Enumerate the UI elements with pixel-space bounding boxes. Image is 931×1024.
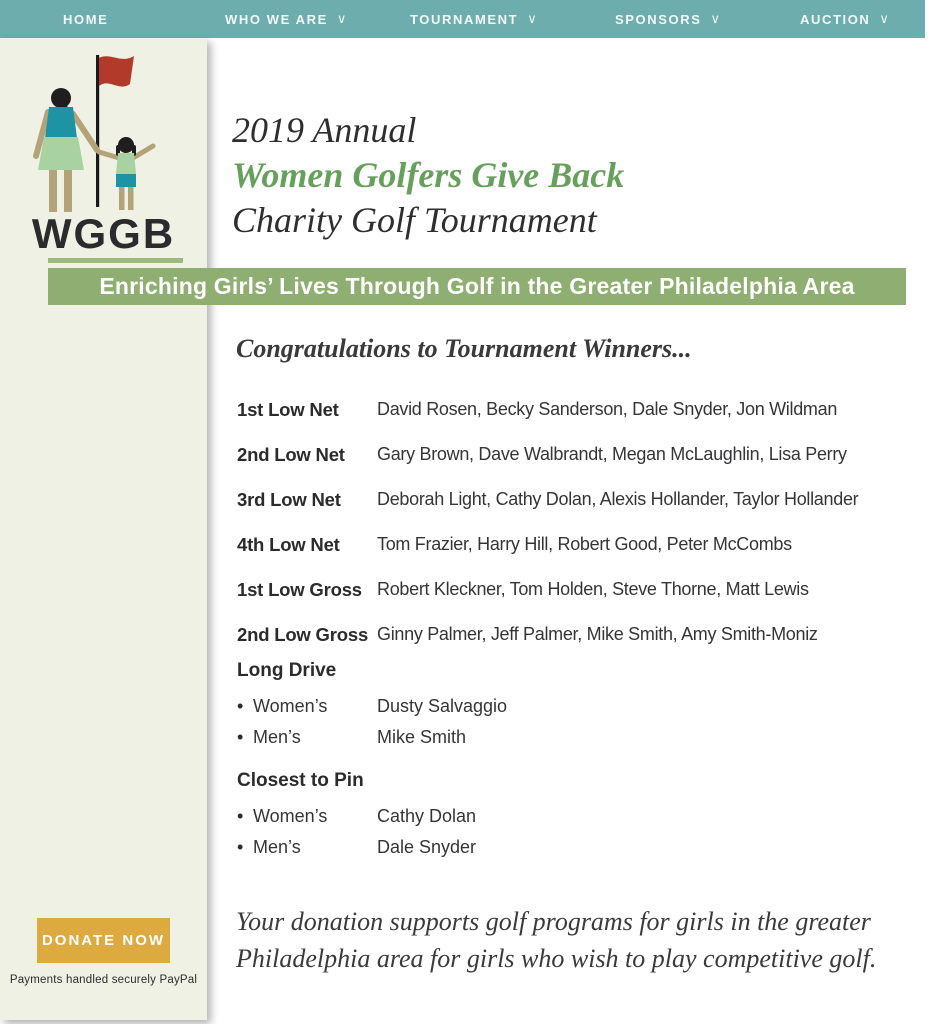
title-year-line: 2019 Annual [232,110,417,150]
nav-sponsors-label: SPONSORS [615,11,702,27]
title-org-line: Women Golfers Give Back [232,155,625,195]
list-item [237,728,737,746]
winner-names: Tom Frazier, Harry Hill, Robert Good, Peter McCombs [377,534,792,554]
nav-item-home[interactable] [63,0,108,38]
chevron-down-icon: ∨ [879,11,889,26]
winner-row [237,489,917,534]
list-item [237,807,737,825]
tagline-text: Enriching Girls’ Lives Through Golf in the Greater Philadelphia Area [99,273,855,299]
winner-row [237,399,917,444]
entry-winner: Cathy Dolan [377,806,477,826]
winners-heading: Congratulations to Tournament Winners... [236,334,692,363]
logo-underline [48,258,183,263]
winner-names: Robert Kleckner, Tom Holden, Steve Thorne, Matt Lewis [377,579,809,599]
logo-text: WGGB [31,210,176,257]
title-event-line: Charity Golf Tournament [232,200,597,240]
entry-winner: Mike Smith [377,727,467,747]
entry-category: Men’s [253,837,301,857]
bullet-icon: • [237,696,244,716]
chevron-down-icon: ∨ [527,11,537,26]
winners-list [237,399,917,669]
winner-names: Gary Brown, Dave Walbrandt, Megan McLaughlin, Lisa Perry [377,444,847,464]
winner-names: Ginny Palmer, Jeff Palmer, Mike Smith, Amy Smith-Moniz [377,624,818,644]
nav-item-tournament[interactable] [410,0,537,38]
entry-winner: Dusty Salvaggio [377,696,508,716]
chevron-down-icon: ∨ [710,11,720,26]
nav-auction-label: AUCTION [800,11,871,27]
entry-category: Women’s [253,806,328,826]
donation-note: Your donation supports golf programs for girls in the greater Philadelphia area for girls who wish to play competitive golf. [236,907,877,973]
nav-who-we-are-label: WHO WE ARE [225,11,328,27]
list-item [237,697,737,715]
winner-names: Deborah Light, Cathy Dolan, Alexis Hollander, Taylor Hollander [377,489,859,509]
winner-category: 1st Low Gross [237,579,362,600]
nav-item-auction[interactable] [800,0,889,38]
winner-category: 1st Low Net [237,399,339,420]
long-drive-section [237,662,737,759]
top-nav [0,0,925,38]
long-drive-heading: Long Drive [237,660,337,681]
winner-category: 2nd Low Net [237,444,345,465]
bullet-icon: • [237,727,244,747]
winner-category: 2nd Low Gross [237,624,369,645]
list-item [237,838,737,856]
wggb-logo-illustration [26,52,176,214]
nav-tournament-label: TOURNAMENT [410,11,519,27]
nav-item-who-we-are[interactable] [225,0,346,38]
chevron-down-icon: ∨ [336,11,347,26]
winner-row [237,579,917,624]
closest-to-pin-heading: Closest to Pin [237,770,364,791]
entry-category: Women’s [253,696,328,716]
sidebar [0,38,207,1020]
donate-now-button[interactable]: DONATE NOW [37,918,170,963]
winner-names: David Rosen, Becky Sanderson, Dale Snyder, Jon Wildman [377,399,838,419]
entry-category: Men’s [253,727,301,747]
winner-row [237,444,917,489]
tagline-banner [48,268,906,305]
nav-item-sponsors[interactable] [615,0,720,38]
entry-winner: Dale Snyder [377,837,477,857]
payments-note: Payments handled securely PayPal [9,974,198,986]
winner-row [237,534,917,579]
page-title [232,108,624,243]
closest-to-pin-section [237,772,737,869]
bullet-icon: • [237,837,244,857]
nav-home-label: HOME [63,11,109,27]
bullet-icon: • [237,806,244,826]
winner-category: 4th Low Net [237,534,340,555]
winner-category: 3rd Low Net [237,489,341,510]
